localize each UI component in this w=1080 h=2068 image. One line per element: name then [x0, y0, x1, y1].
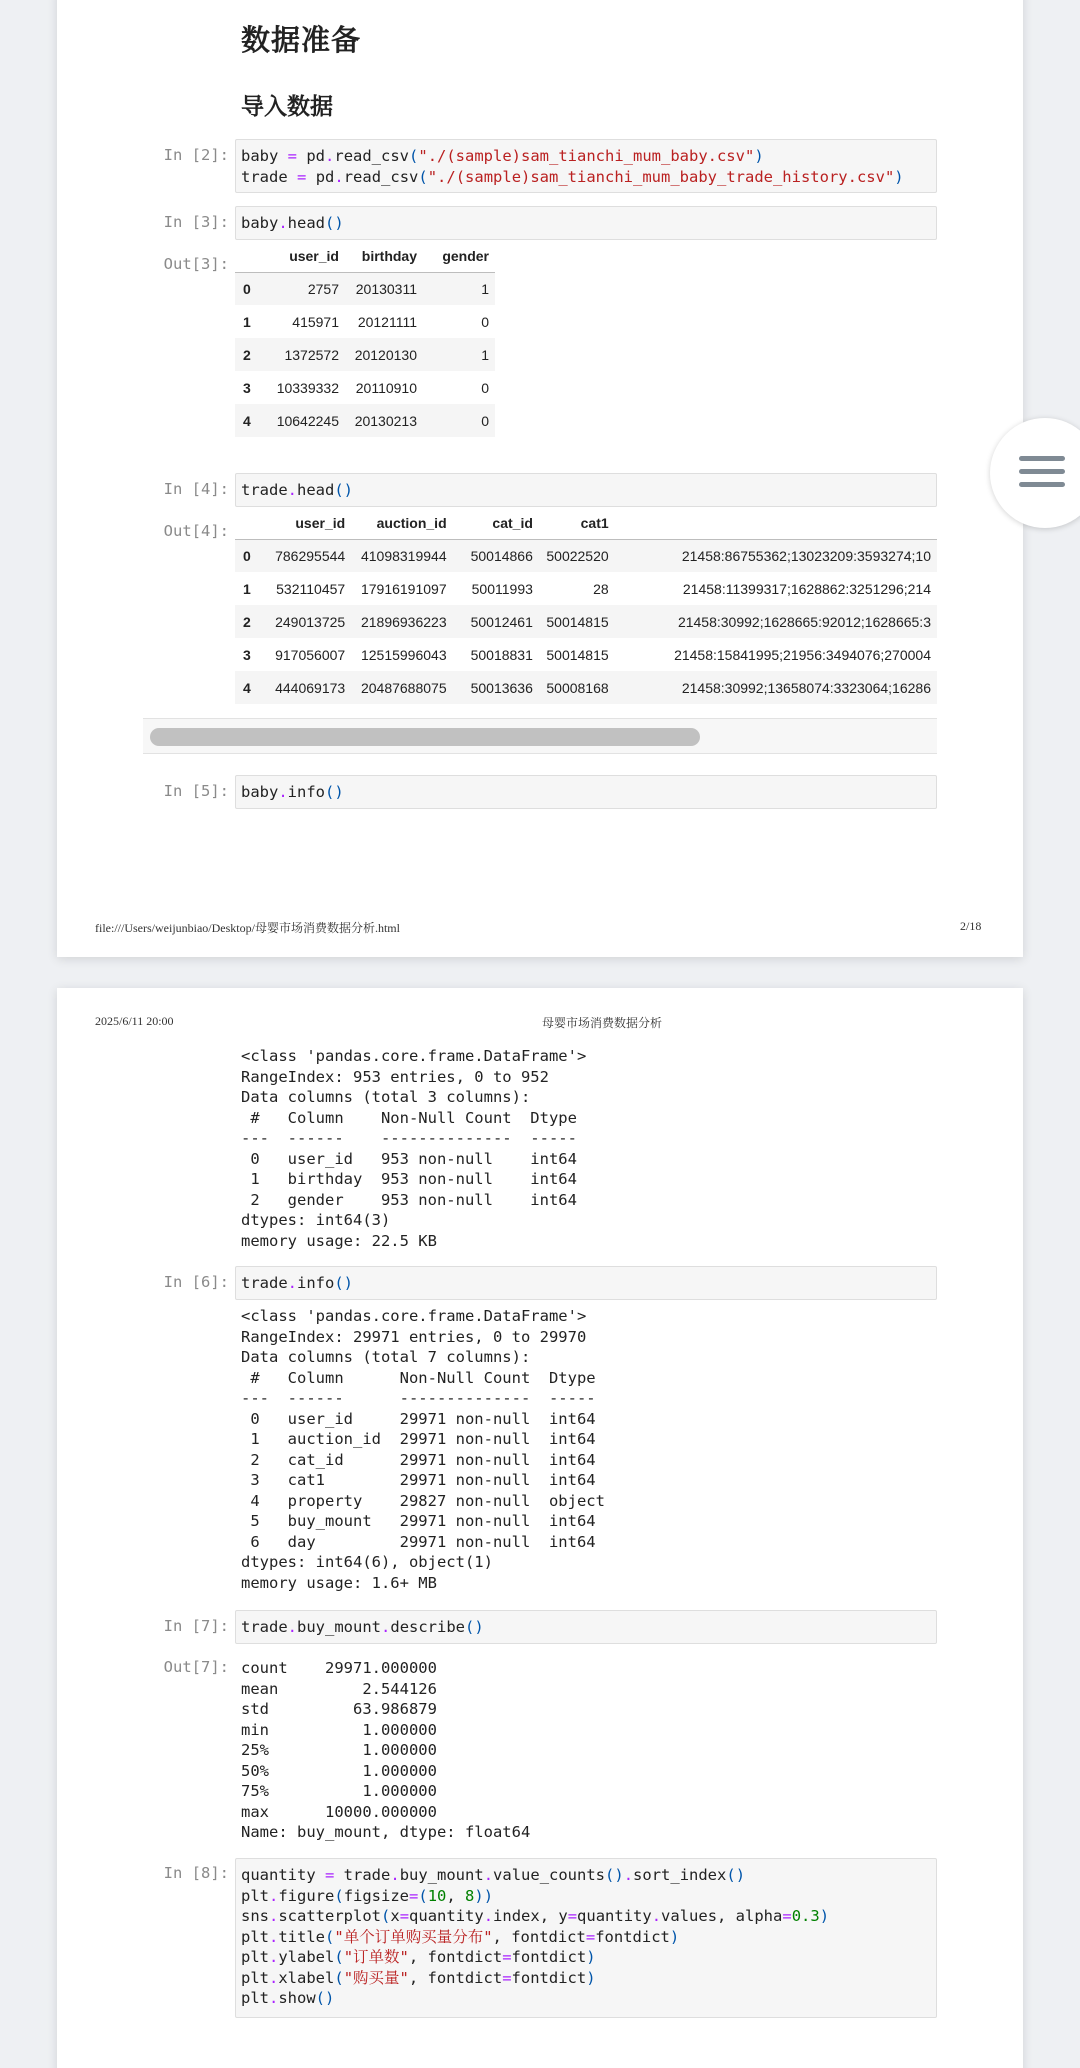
column-header: user_id [260, 507, 351, 539]
cell-prompt-out3: Out[3]: [163, 255, 229, 273]
table-header-row [235, 240, 495, 272]
trade-head-table [235, 507, 937, 704]
table-cell: 50018831 [470, 646, 533, 663]
table-cell: 12515996043 [360, 646, 447, 663]
table-cell: 415971 [292, 313, 339, 330]
code-cell-in3[interactable]: baby.head() [235, 206, 937, 240]
table-cell: 0 [481, 379, 489, 396]
row-index: 0 [243, 280, 251, 297]
row-index: 1 [243, 313, 251, 330]
index-header [235, 240, 269, 272]
code-line: baby = pd.read_csv("./(sample)sam_tianchi_mum_baby.csv") [241, 147, 764, 165]
row-index: 3 [243, 379, 251, 396]
table-cell: 20130213 [354, 412, 417, 429]
column-header: user_id [269, 240, 345, 272]
code-line: plt.ylabel("订单数", fontdict=fontdict) [241, 1948, 596, 1966]
table-cell: 21458:30992;1628665:92012;1628665:3 [677, 613, 931, 630]
table-cell: 50013636 [470, 679, 533, 696]
table-row [235, 572, 937, 605]
code-line: plt.show() [241, 1989, 335, 2007]
cell-prompt-in5: In [5]: [163, 782, 229, 800]
footer-page-number: 2/18 [960, 919, 982, 933]
code-line: quantity = trade.buy_mount.value_counts().sort_index() [241, 1866, 746, 1884]
table-cell: 1372572 [284, 346, 339, 363]
table-cell: 0 [481, 412, 489, 429]
table-cell: 444069173 [275, 679, 346, 696]
table-cell: 50011993 [471, 580, 533, 597]
table-cell: 21896936223 [360, 613, 447, 630]
row-index: 3 [243, 646, 251, 663]
baby-info-output: <class 'pandas.core.frame.DataFrame'> RangeIndex: 953 entries, 0 to 952 Data columns (total 3 columns): # Column Non-Null Count Dtype --- ------ -------------- ----- 0 user_id 953 non-null int64 1 birthday 953 non-null int64 2 gender 953 non-null int64 dtypes: int64(3) memory usage: 22.5 KB [241, 1047, 587, 1250]
code-line: plt.figure(figsize=(10, 8)) [241, 1886, 494, 1905]
table-cell: 21458:30992;13658074:3323064;16286 [681, 679, 931, 696]
column-header: cat1 [539, 507, 615, 539]
table-cell: 20487688075 [360, 679, 447, 696]
table-row [235, 404, 495, 437]
table-cell: 532110457 [276, 580, 346, 597]
describe-output: count 29971.000000 mean 2.544126 std 63.986879 min 1.000000 25% 1.000000 50% 1.000000 75% 1.000000 max 10000.000000 Name: buy_mount, dtype: float64 [241, 1659, 531, 1841]
table-cell: 50008168 [546, 679, 609, 696]
table-cell: 786295544 [275, 547, 346, 564]
row-index: 0 [243, 547, 251, 564]
code-cell-in2[interactable] [235, 139, 937, 193]
row-index: 4 [243, 679, 251, 696]
heading-import-data: 导入数据 [241, 93, 333, 119]
table-cell: 41098319944 [360, 547, 447, 564]
column-header: gender [423, 240, 495, 272]
table-cell: 20121111 [357, 313, 417, 330]
table-row [235, 272, 495, 305]
code-cell-in8[interactable] [235, 1858, 937, 2018]
table-cell: 17916191097 [360, 580, 447, 597]
code-line: trade = pd.read_csv("./(sample)sam_tianchi_mum_baby_trade_history.csv") [241, 167, 904, 186]
header-date: 2025/6/11 20:00 [95, 1014, 174, 1028]
table-cell: 0 [481, 313, 489, 330]
code-line: plt.title("单个订单购买量分布", fontdict=fontdict) [241, 1927, 680, 1946]
baby-head-table [235, 240, 495, 437]
code-cell-in4[interactable]: trade.head() [235, 473, 937, 507]
cell-prompt-in6: In [6]: [163, 1273, 229, 1291]
code-line: sns.scatterplot(x=quantity.index, y=quantity.values, alpha=0.3) [241, 1907, 830, 1925]
pdf-page-3 [57, 988, 1023, 2068]
table-row [235, 605, 937, 638]
table-cell: 20110910 [355, 379, 417, 396]
table-row [235, 539, 937, 572]
heading-data-preparation: 数据准备 [241, 25, 362, 57]
table-cell: 1 [481, 346, 489, 363]
column-header-property [615, 507, 937, 539]
table-cell: 917056007 [275, 646, 346, 663]
table-row [235, 371, 495, 404]
table-row [235, 305, 495, 338]
cell-prompt-in7: In [7]: [163, 1617, 229, 1635]
row-index: 2 [243, 613, 251, 630]
table-cell: 50022520 [546, 547, 609, 564]
table-row [235, 638, 937, 671]
table-cell: 249013725 [275, 613, 346, 630]
cell-prompt-in2: In [2]: [163, 146, 229, 164]
code-line: plt.xlabel("购买量", fontdict=fontdict) [241, 1968, 596, 1987]
footer-file-path: file:///Users/weijunbiao/Desktop/母婴市场消费数据分析.html [95, 921, 400, 935]
code-cell-in6[interactable]: trade.info() [235, 1266, 937, 1300]
table-cell: 50014815 [546, 613, 609, 630]
table-cell: 1 [481, 280, 489, 297]
pdf-page-2 [57, 0, 1023, 957]
table-cell: 21458:15841995;21956:3494076;270004 [674, 646, 931, 663]
table-cell: 20120130 [354, 346, 417, 363]
column-header: cat_id [453, 507, 539, 539]
row-index: 1 [243, 580, 251, 597]
table-cell: 10339332 [276, 379, 339, 396]
code-cell-in7[interactable]: trade.buy_mount.describe() [235, 1610, 937, 1644]
cell-prompt-out4: Out[4]: [163, 522, 229, 540]
table-row [235, 338, 495, 371]
horizontal-scrollbar-thumb[interactable] [150, 728, 700, 746]
code-cell-in5[interactable]: baby.info() [235, 775, 937, 809]
table-cell: 21458:86755362;13023209:3593274;10 [681, 547, 931, 564]
row-index: 4 [243, 412, 251, 429]
row-index: 2 [243, 346, 251, 363]
cell-prompt-out7: Out[7]: [163, 1658, 229, 1676]
table-cell: 50014866 [470, 547, 533, 564]
table-cell: 50014815 [546, 646, 609, 663]
table-header-row [235, 507, 937, 539]
table-cell: 28 [593, 580, 609, 597]
column-header: auction_id [351, 507, 452, 539]
table-cell: 20130311 [355, 280, 417, 297]
cell-prompt-in8: In [8]: [163, 1864, 229, 1882]
cell-prompt-in4: In [4]: [163, 480, 229, 498]
table-cell: 2757 [307, 280, 339, 297]
table-row [235, 671, 937, 704]
index-header [235, 507, 260, 539]
trade-info-output: <class 'pandas.core.frame.DataFrame'> RangeIndex: 29971 entries, 0 to 29970 Data columns (total 7 columns): # Column Non-Null Count Dtype --- ------ -------------- ----- 0 user_id 29971 non-null int64 1 auction_id 29971 non-null int64 2 cat_id 29971 non-null int64 3 cat1 29971 non-null int64 4 property 29827 non-null object 5 buy_mount 29971 non-null int64 6 day 29971 non-null int64 dtypes: int64(6), object(1) memory usage: 1.6+ MB [241, 1307, 605, 1592]
table-cell: 50012461 [470, 613, 533, 630]
table-cell: 21458:11399317;1628862:3251296;214 [682, 580, 931, 597]
header-title: 母婴市场消费数据分析 [542, 1016, 663, 1030]
table-cell: 10642245 [276, 412, 339, 429]
column-header: birthday [345, 240, 423, 272]
cell-prompt-in3: In [3]: [163, 213, 229, 231]
trade-head-output [235, 507, 937, 717]
